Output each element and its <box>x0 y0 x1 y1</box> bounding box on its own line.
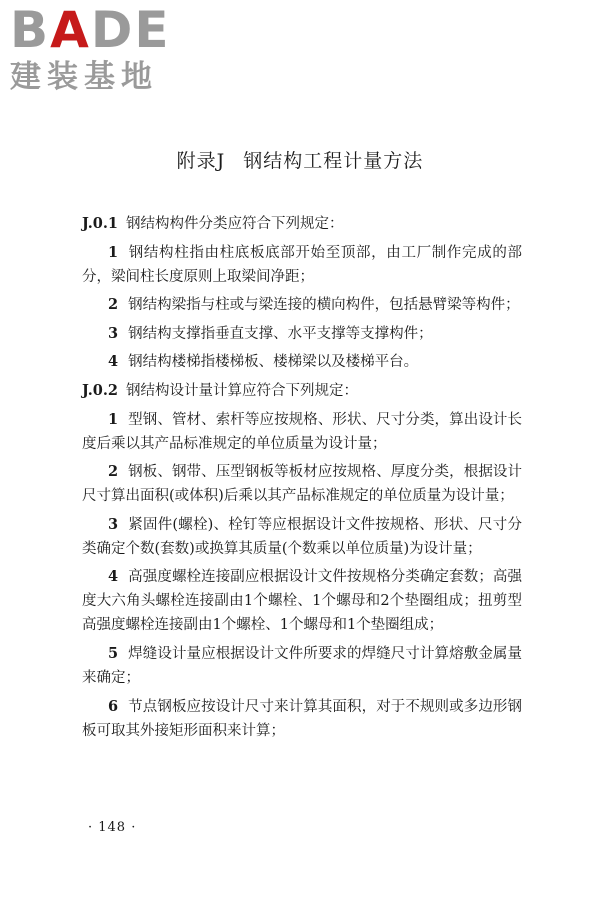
list-item: 6 节点钢板应按设计尺寸来计算其面积，对于不规则或多边形钢板可取其外接矩形面积来计算； <box>82 697 522 739</box>
list-item: 4 钢结构楼梯指楼梯板、楼梯梁以及楼梯平台。 <box>108 353 419 371</box>
logo-wordmark: BADE <box>10 1 171 59</box>
document-body <box>82 212 522 747</box>
list-item: 3 钢结构支撑指垂直支撑、水平支撑等支撑构件； <box>108 324 433 342</box>
clause-j01 <box>82 212 522 236</box>
list-item: 2 钢板、钢带、压型钢板等板材应按规格、厚度分类，根据设计尺寸算出面积(或体积)后乘以其产品标准规定的单位质量为设计量； <box>82 463 522 505</box>
list-item: 4 高强度螺栓连接副应根据设计文件按规格分类确定套数；高强度大六角头螺栓连接副由1个螺栓、1个螺母和2个垫圈组成；扭剪型高强度螺栓连接副由1个螺栓、1个螺母和1个垫圈组成； <box>82 568 522 634</box>
list-item: 2 钢结构梁指与柱或与梁连接的横向构件，包括悬臂梁等构件； <box>108 296 520 314</box>
appendix-label: 附录J <box>176 150 226 172</box>
list-item: 3 紧固件(螺栓)、栓钉等应根据设计文件按规格、形状、尺寸分类确定个数(套数)或换算其质量(个数乘以单位质量)为设计量； <box>82 515 522 557</box>
clause-text: 钢结构设计量计算应符合下列规定： <box>126 382 359 399</box>
appendix-heading: 钢结构工程计量方法 <box>243 150 424 172</box>
clause-j02 <box>82 379 522 403</box>
page-number: · 148 · <box>88 820 137 835</box>
list-item: 5 焊缝设计量应根据设计文件所要求的焊缝尺寸计算熔敷金属量来确定； <box>82 644 522 686</box>
clause-number: J.0.2 <box>82 381 119 399</box>
clause-number: J.0.1 <box>82 215 119 232</box>
page-title <box>0 146 600 173</box>
clause-text: 钢结构构件分类应符合下列规定： <box>126 216 344 232</box>
list-item: 1 型钢、管材、索杆等应按规格、形状、尺寸分类，算出设计长度后乘以其产品标准规定的单位质量为设计量； <box>82 410 522 452</box>
bade-logo <box>10 1 180 95</box>
list-item: 1 钢结构柱指由柱底板底部开始至顶部，由工厂制作完成的部分，梁间柱长度原则上取梁间净距； <box>82 243 522 285</box>
logo-subtitle: 建装基地 <box>10 59 158 95</box>
